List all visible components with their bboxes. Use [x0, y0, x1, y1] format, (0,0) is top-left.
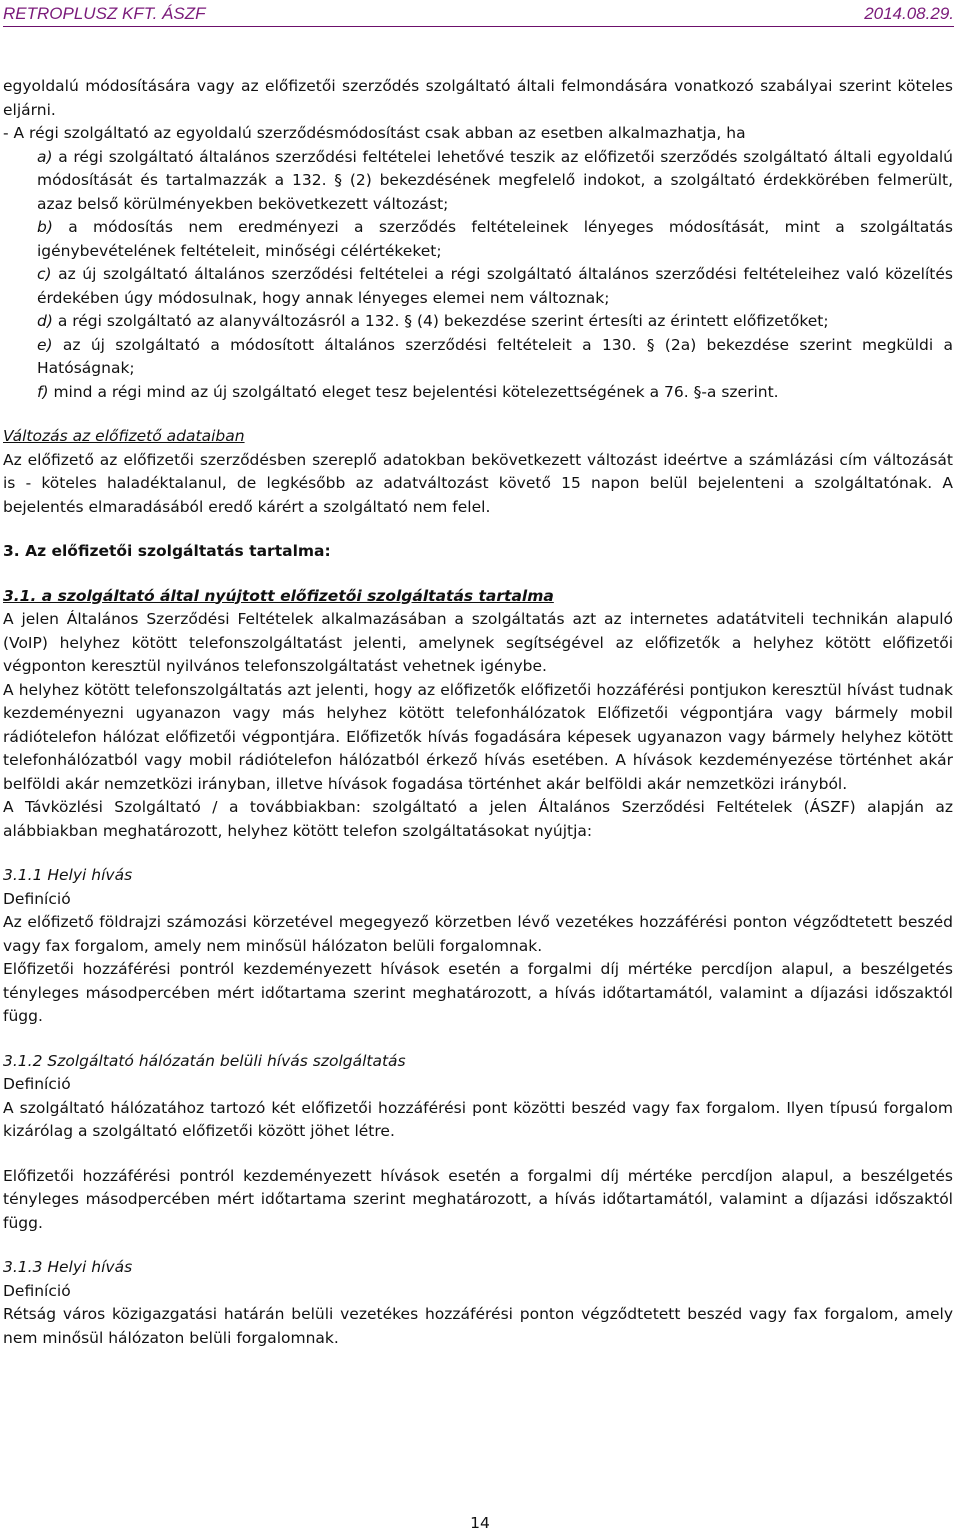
section-3-1-1-definition-label: Definíció — [3, 889, 71, 908]
spacer — [3, 1144, 953, 1165]
page-header — [3, 2, 954, 27]
section-3-1-1-paragraph-2: Előfizetői hozzáférési pontról kezdeményezett hívások esetén a forgalmi díj mértéke percdíjon alapul, a beszélgetés tényleges másodpercében mért időtartama szerint meghatározott, a hívás időtartamától, valamint a díjazási időszaktól függ. — [3, 960, 953, 1025]
list-text-d: a régi szolgáltató az alanyváltozásról a 132. § (4) bekezdése szerint értesíti az érintett előfizetőket; — [52, 312, 829, 330]
list-marker-c: c) — [37, 265, 52, 283]
list-item-c — [3, 263, 953, 310]
spacer — [3, 1235, 953, 1256]
change-heading: Változás az előfizető adataiban — [3, 427, 245, 445]
section-3-1-3-title: 3.1.3 Helyi hívás — [3, 1258, 133, 1276]
list-marker-b: b) — [37, 218, 53, 236]
list-item-b — [3, 216, 953, 263]
section-3-1-title: 3.1. a szolgáltató által nyújtott előfizetői szolgáltatás tartalma — [3, 586, 554, 605]
dash-line: - A régi szolgáltató az egyoldalú szerződésmódosítást csak abban az esetben alkalmazhatja, ha — [3, 124, 746, 142]
section-3-1-2-definition-label: Definíció — [3, 1075, 71, 1093]
section-3-title: 3. Az előfizetői szolgáltatás tartalma: — [3, 542, 331, 560]
section-3-1-1-title: 3.1.1 Helyi hívás — [3, 866, 133, 884]
page-number: 14 — [470, 1514, 490, 1532]
spacer — [3, 1029, 953, 1050]
spacer — [3, 843, 953, 864]
spacer — [3, 564, 953, 585]
list-text-b: a módosítás nem eredményezi a szerződés feltételeinek lényeges módosítását, mint a szolgáltatás igénybevételének feltételeit, minőségi célértékeket; — [37, 218, 953, 260]
list-text-a: a régi szolgáltató általános szerződési feltételei lehetővé teszik az előfizetői szerződés szolgáltató általi egyoldalú módosítását és tartalmazzák a 132. § (2) bekezdésének megfelelő indokot, a szolgáltató érdekkörében felmerült, azaz belső körülményekben bekövetkezett változást; — [37, 147, 953, 213]
section-3-1-2-paragraph-1: A szolgáltató hálózatához tartozó két előfizetői hozzáférési pont közötti beszéd vagy fax forgalom. Ilyen típusú forgalom kizárólag a szolgáltató előfizetői között jöhet létre. — [3, 1098, 953, 1140]
header-company: RETROPLUSZ KFT. ÁSZF — [3, 4, 206, 23]
list-marker-d: d) — [37, 312, 53, 330]
section-3-1-paragraph-2: A helyhez kötött telefonszolgáltatás azt jelenti, hogy az előfizetők előfizetői hozzáférési pontjukon keresztül hívást tudnak kezdeményezni ugyanazon vagy más helyhez kötött telefonhálózatok Előfizetői végpontjára vagy bármely mobil rádiótelefon hálózat előfizetői végpontjára. Előfizetők hívás fogadására képesek ugyanazon vagy bármely helyhez kötött telefonhálózatból vagy mobil rádiótelefon hálózatból érkező hívás esetében. A hívások kezdeményezése történhet akár belföldi akár nemzetközi irányban, illetve hívások fogadása történhet akár belföldi akár nemzetközi irányból. — [3, 680, 953, 793]
spacer — [3, 519, 953, 540]
list-text-e: az új szolgáltató a módosított általános szerződési feltételeit a 130. § (2a) bekezdése szerint megküldi a Hatóságnak; — [37, 335, 953, 377]
list-text-f: mind a régi mind az új szolgáltató eleget tesz bejelentési kötelezettségének a 76. §-a szerint. — [48, 382, 779, 401]
document-body — [3, 75, 953, 1350]
list-text-c: az új szolgáltató általános szerződési feltételei a régi szolgáltató általános szerződési feltételeihez való közelítés érdekében úgy módosulnak, hogy annak lényeges elemei nem változnak; — [37, 265, 953, 307]
section-3-1-3-paragraph-1: Rétság város közigazgatási határán belüli vezetékes hozzáférési ponton végződtetett beszéd vagy fax forgalom, amely nem minősül hálózaton belüli forgalomnak. — [3, 1305, 953, 1347]
section-3-1-paragraph-3: A Távközlési Szolgáltató / a továbbiakban: szolgáltató a jelen Általános Szerződési Feltételek (ÁSZF) alapján az alábbiakban meghatározott, helyhez kötött telefon szolgáltatásokat nyújtja: — [3, 798, 953, 840]
change-paragraph: Az előfizető az előfizetői szerződésben szereplő adatokban bekövetkezett változást ideértve a számlázási cím változását is - köteles haladéktalanul, de legkésőbb az adatváltozást követő 15 napon belül bejelenteni a szolgáltatónak. A bejelentés elmaradásából eredő kárért a szolgáltató nem felel. — [3, 450, 953, 516]
section-3-1-1-paragraph-1: Az előfizető földrajzi számozási körzetével megegyező körzetben lévő vezetékes hozzáférési ponton végződtetett beszéd vagy fax forgalom, amely nem minősül hálózaton belüli forgalomnak. — [3, 913, 953, 955]
spacer — [3, 404, 953, 425]
section-3-1-paragraph-1: A jelen Általános Szerződési Feltételek alkalmazásában a szolgáltatás azt az internetes adatátviteli technikán alapuló (VoIP) helyhez kötött telefonszolgáltatást jelenti, amelynek segítségével az előfizetők a helyhez kötött előfizetői végponton keresztül nyilvános telefonszolgáltatást vehetnek igénybe. — [3, 610, 953, 675]
list-item-d — [3, 310, 953, 334]
intro-paragraph: egyoldalú módosítására vagy az előfizetői szerződés szolgáltató általi felmondására vonatkozó szabályai szerint köteles eljárni. — [3, 77, 953, 119]
list-item-a — [3, 146, 953, 217]
list-item-f — [3, 381, 953, 405]
list-item-e — [3, 334, 953, 381]
list-marker-f: f) — [37, 382, 49, 401]
section-3-1-3-definition-label: Definíció — [3, 1281, 71, 1300]
section-3-1-2-title: 3.1.2 Szolgáltató hálózatán belüli hívás szolgáltatás — [3, 1051, 406, 1070]
list-marker-a: a) — [37, 147, 53, 166]
section-3-1-2-paragraph-2: Előfizetői hozzáférési pontról kezdeményezett hívások esetén a forgalmi díj mértéke percdíjon alapul, a beszélgetés tényleges másodpercében mért időtartama szerint meghatározott, a hívás időtartamától, valamint a díjazási időszaktól függ. — [3, 1166, 953, 1232]
header-date: 2014.08.29. — [864, 4, 954, 23]
list-marker-e: e) — [37, 335, 53, 354]
